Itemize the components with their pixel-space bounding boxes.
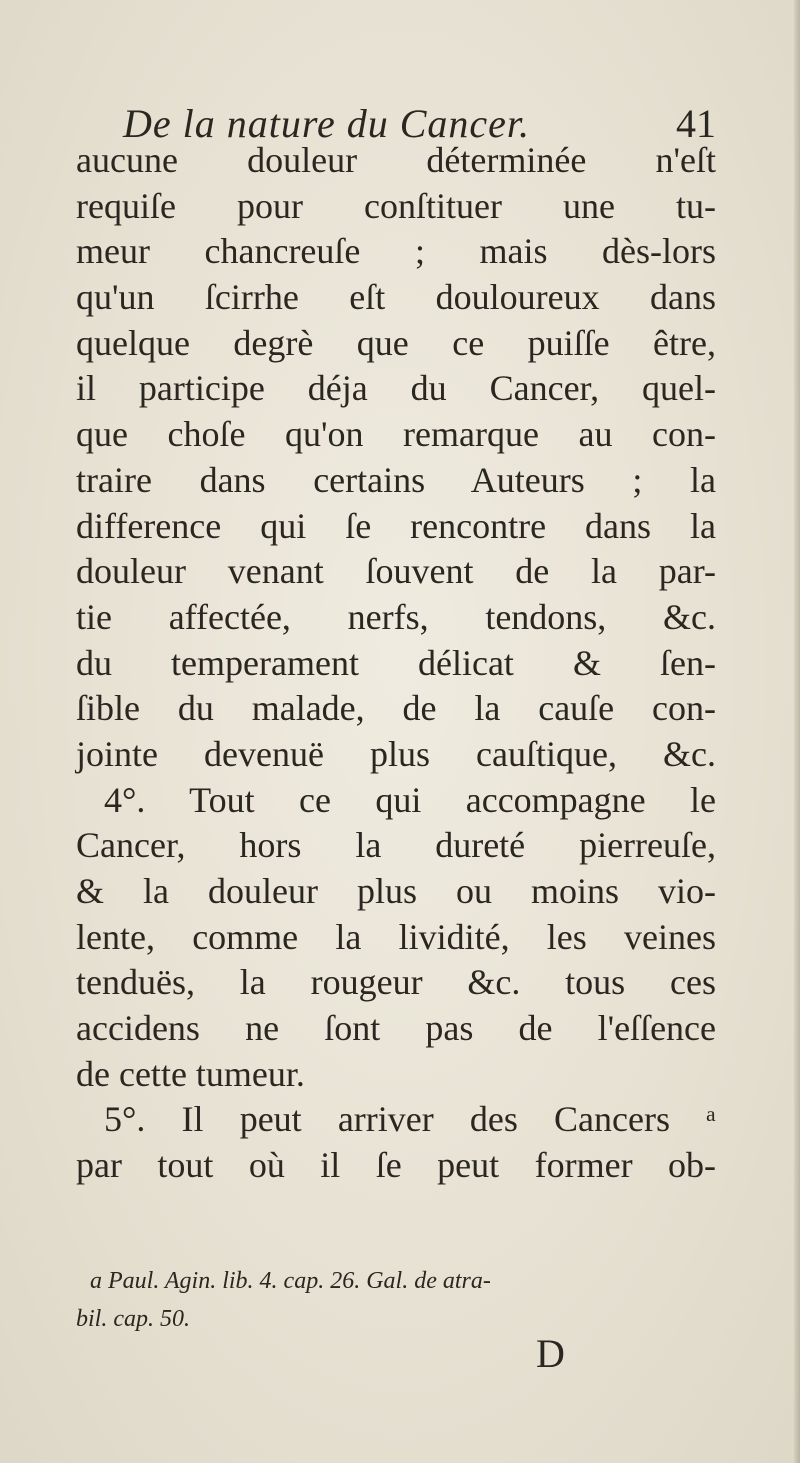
paragraph-start-line: 4°. Tout ce qui accompagne le	[104, 779, 716, 820]
body-text	[76, 138, 716, 1189]
text-line: difference qui ſe rencontre dans la	[76, 505, 716, 546]
text-line: ſible du malade, de la cauſe con-	[76, 688, 716, 729]
paragraph-end-line: de cette tumeur.	[76, 1053, 305, 1094]
text-line: meur chancreuſe ; mais dès-lors	[76, 231, 716, 272]
text-line: tenduës, la rougeur &c. tous ces	[76, 962, 716, 1003]
text-line: Cancer, hors la dureté pierreuſe,	[76, 825, 716, 866]
text-line: quelque degrè que ce puiſſe être,	[76, 322, 716, 363]
text-line: il participe déja du Cancer, quel-	[76, 368, 716, 409]
paragraph-start-line: 5°. Il peut arriver des Cancers ᵃ	[104, 1099, 716, 1140]
text-line: accidens ne ſont pas de l'eſſence	[76, 1008, 716, 1049]
text-line: tie affectée, nerfs, tendons, &c.	[76, 596, 716, 637]
text-line: par tout où il ſe peut former ob-	[76, 1145, 716, 1186]
text-line: & la douleur plus ou moins vio-	[76, 871, 716, 911]
text-line: qu'un ſcirrhe eſt douloureux dans	[76, 277, 716, 318]
text-line: lente, comme la lividité, les veines	[76, 916, 716, 957]
text-line: jointe devenuë plus cauſtique, &c.	[76, 733, 716, 774]
page-number: 41	[676, 101, 716, 146]
text-line: que choſe qu'on remarque au con-	[76, 414, 716, 455]
page-edge	[794, 0, 800, 1463]
text-line: requiſe pour conſtituer une tu-	[76, 185, 716, 226]
text-line: douleur venant ſouvent de la par-	[76, 551, 716, 592]
text-line: du temperament délicat & ſen-	[76, 642, 716, 683]
running-title: De la nature du Cancer.	[123, 101, 531, 146]
footnotes	[76, 1262, 710, 1338]
text-line: traire dans certains Auteurs ; la	[76, 459, 716, 500]
footnote-line: bil. cap. 50.	[76, 1306, 190, 1332]
footnote-line: a Paul. Agin. lib. 4. cap. 26. Gal. de atra-	[90, 1268, 491, 1294]
text-line: aucune douleur déterminée n'eſt	[76, 140, 716, 180]
signature-mark: D	[536, 1331, 565, 1376]
